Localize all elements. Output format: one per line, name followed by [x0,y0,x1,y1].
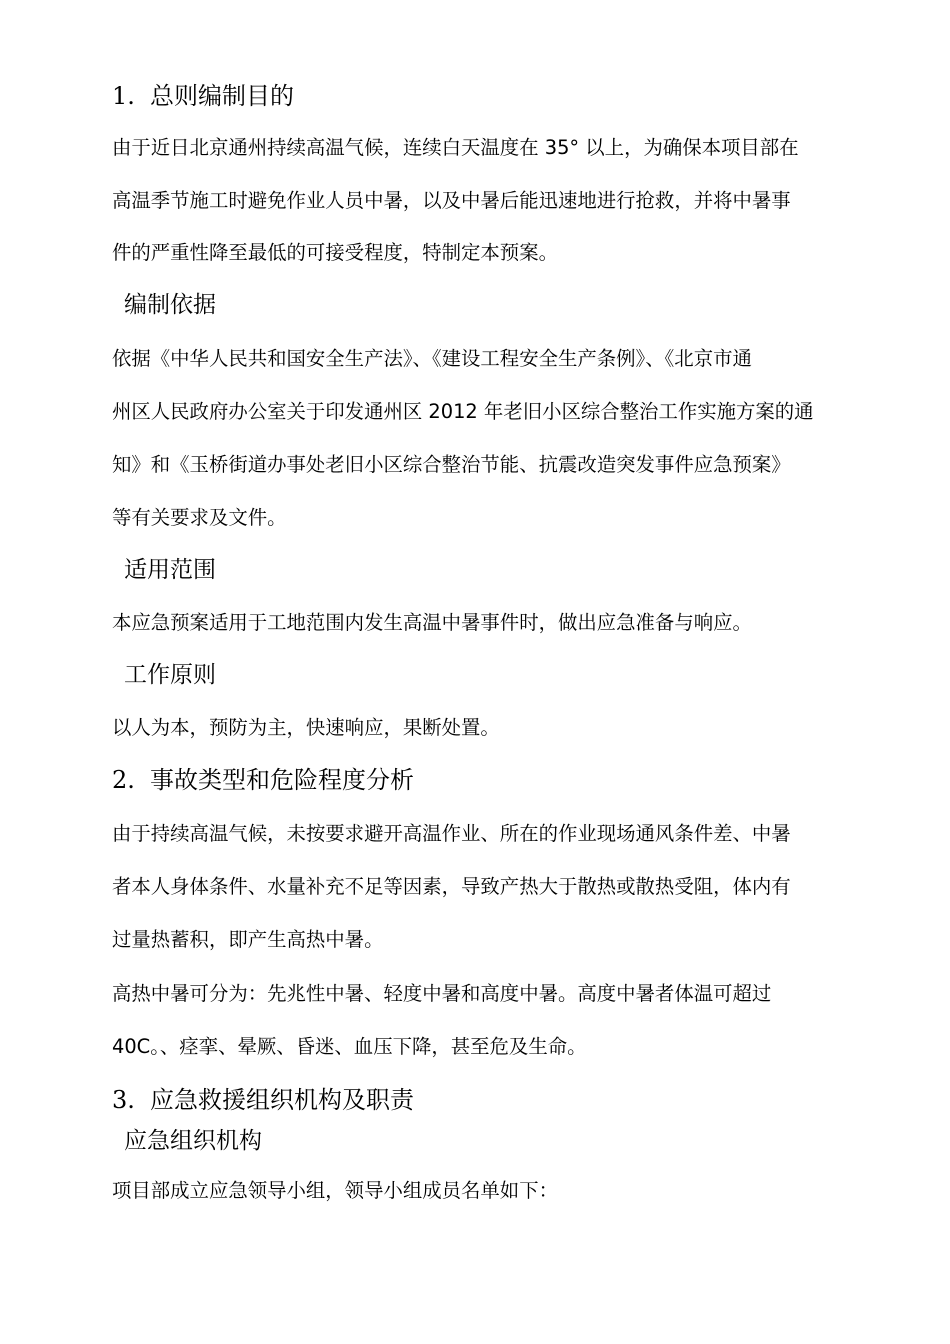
org-heading: 应急组织机构 [124,1128,262,1154]
purpose-line-3: 件的严重性降至最低的可接受程度，特制定本预案。 [112,241,558,264]
analysis-line-3: 过量热蓄积，即产生高热中暑。 [112,928,384,951]
classification-line-1: 高热中暑可分为：先兆性中暑、轻度中暑和高度中暑。高度中暑者体温可超过 [112,982,772,1005]
basis-line-1: 依据《中华人民共和国安全生产法》、《建设工程安全生产条例》、《北京市通 [112,347,752,370]
analysis-line-2: 者本人身体条件、水量补充不足等因素，导致产热大于散热或散热受阻，体内有 [112,875,791,898]
scope-line-1: 本应急预案适用于工地范围内发生高温中暑事件时，做出应急准备与响应。 [112,611,752,634]
classification-line-2: 40C。、痉挛、晕厥、昏迷、血压下降，甚至危及生命。 [112,1035,587,1058]
section-2-heading [112,765,414,795]
analysis-line-1: 由于持续高温气候，未按要求避开高温作业、所在的作业现场通风条件差、中暑 [112,822,791,845]
principle-heading: 工作原则 [124,662,216,688]
basis-heading: 编制依据 [124,292,216,318]
section-3-title: 应急救援组织机构及职责 [150,1086,414,1114]
basis-line-2: 州区人民政府办公室关于印发通州区 2012 年老旧小区综合整治工作实施方案的通 [112,400,814,423]
section-3-number: 3. [112,1086,135,1114]
scope-heading: 适用范围 [124,557,216,583]
principle-line-1: 以人为本，预防为主，快速响应，果断处置。 [112,716,500,739]
section-2-number: 2. [112,766,135,794]
basis-line-4: 等有关要求及文件。 [112,506,287,529]
section-1-number: 1. [112,82,135,110]
section-1-title: 总则编制目的 [150,82,294,110]
purpose-line-1: 由于近日北京通州持续高温气候，连续白天温度在 35° 以上，为确保本项目部在 [112,136,799,159]
purpose-line-2: 高温季节施工时避免作业人员中暑，以及中暑后能迅速地进行抢救，并将中暑事 [112,189,791,212]
basis-line-3: 知》和《玉桥街道办事处老旧小区综合整治节能、抗震改造突发事件应急预案》 [112,453,791,476]
section-2-title: 事故类型和危险程度分析 [150,766,414,794]
section-3-heading [112,1085,414,1115]
org-line-1: 项目部成立应急领导小组，领导小组成员名单如下： [112,1179,558,1202]
section-1-heading [112,81,294,111]
